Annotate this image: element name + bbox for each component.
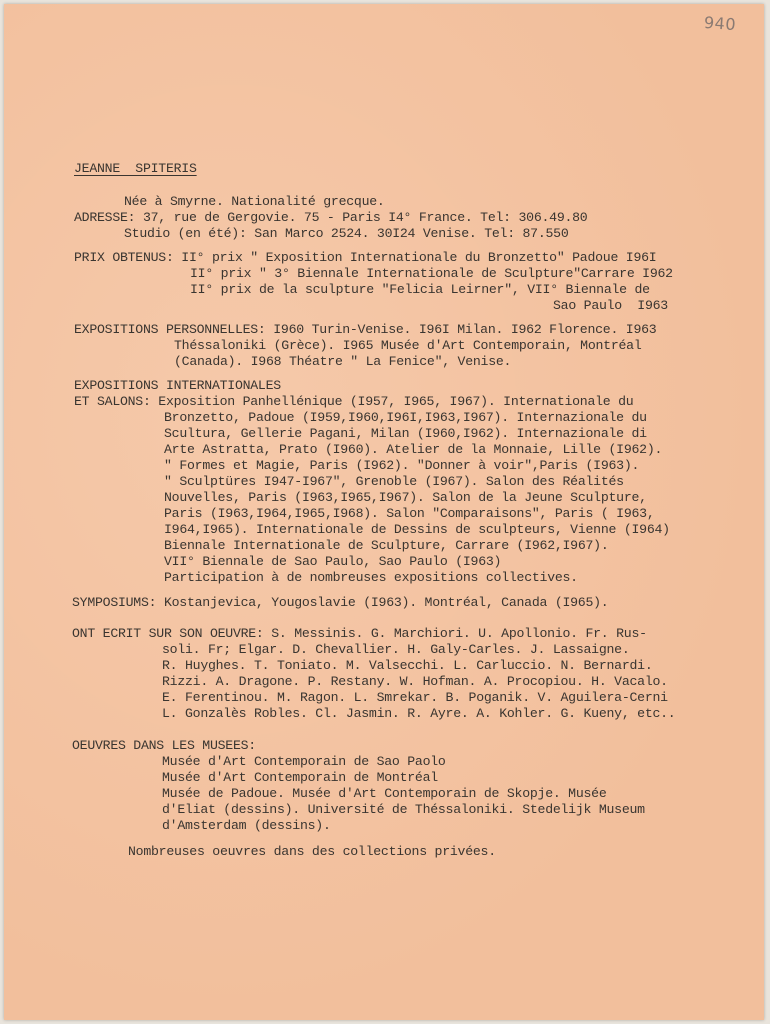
ont-ecrit-line-1: ONT ECRIT SUR SON OEUVRE: S. Messinis. G. Marchiori. U. Apollonio. Fr. Rus- (72, 626, 647, 641)
expo-intl-line-12: Participation à de nombreuses expositions collectives. (164, 570, 578, 585)
musees-line-5: d'Amsterdam (dessins). (162, 818, 331, 833)
expo-intl-line-11: VII° Biennale de Sao Paulo, Sao Paulo (I963) (164, 554, 502, 569)
expo-intl-line-5: " Formes et Magie, Paris (I962). "Donner à voir",Paris (I963). (164, 458, 640, 473)
expo-intl-line-3: Scultura, Gellerie Pagani, Milan (I960,I962). Internazionale di (164, 426, 647, 441)
expo-intl-line-4: Arte Astratta, Prato (I960). Atelier de la Monnaie, Lille (I962). (164, 442, 663, 457)
expo-intl-line-9: I964,I965). Internationale de Dessins de sculpteurs, Vienne (I964) (164, 522, 670, 537)
intro-birth-line: Née à Smyrne. Nationalité grecque. (124, 194, 385, 209)
expo-intl-line-10: Biennale Internationale de Sculpture, Carrare (I962,I967). (164, 538, 609, 553)
document-page (4, 4, 764, 1020)
musees-line-1: Musée d'Art Contemporain de Sao Paolo (162, 754, 446, 769)
expo-perso-line-3: (Canada). I968 Théatre " La Fenice", Venise. (174, 354, 512, 369)
musees-line-4: d'Eliat (dessins). Université de Théssaloniki. Stedelijk Museum (162, 802, 645, 817)
prix-line-2: II° prix " 3° Biennale Internationale de Sculpture"Carrare I962 (190, 266, 673, 281)
expo-intl-line-8: Paris (I963,I964,I965,I968). Salon "Comparaisons", Paris ( I963, (164, 506, 655, 521)
expo-intl-line-6: " Sculptüres I947-I967", Grenoble (I967). Salon des Réalités (164, 474, 624, 489)
musees-line-3: Musée de Padoue. Musée d'Art Contemporain de Skopje. Musée (162, 786, 607, 801)
musees-line-2: Musée d'Art Contemporain de Montréal (162, 770, 438, 785)
ont-ecrit-line-4: Rizzi. A. Dragone. P. Restany. W. Hofman. A. Procopiou. H. Vacalo. (162, 674, 668, 689)
expo-intl-line-1: ET SALONS: Exposition Panhellénique (I957, I965, I967). Internationale du (74, 394, 634, 409)
expo-intl-heading: EXPOSITIONS INTERNATIONALES (74, 378, 281, 393)
document-title: JEANNE SPITERIS (74, 161, 197, 176)
symposiums-line: SYMPOSIUMS: Kostanjevica, Yougoslavie (I963). Montréal, Canada (I965). (72, 595, 609, 610)
studio-line: Studio (en été): San Marco 2524. 30I24 Venise. Tel: 87.550 (124, 226, 569, 241)
address-line: ADRESSE: 37, rue de Gergovie. 75 - Paris I4° France. Tel: 306.49.80 (74, 210, 588, 225)
ont-ecrit-line-2: soli. Fr; Elgar. D. Chevallier. H. Galy-Carles. J. Lassaigne. (162, 642, 630, 657)
ont-ecrit-line-6: L. Gonzalès Robles. Cl. Jasmin. R. Ayre. A. Kohler. G. Kueny, etc.. (162, 706, 676, 721)
expo-intl-line-7: Nouvelles, Paris (I963,I965,I967). Salon de la Jeune Sculpture, (164, 490, 647, 505)
expo-perso-line-1: EXPOSITIONS PERSONNELLES: I960 Turin-Venise. I96I Milan. I962 Florence. I963 (74, 322, 657, 337)
prix-line-3: II° prix de la sculpture "Felicia Leirner", VII° Biennale de (190, 282, 650, 297)
expo-intl-line-2: Bronzetto, Padoue (I959,I960,I96I,I963,I967). Internazionale du (164, 410, 647, 425)
prix-line-4: Sao Paulo I963 (553, 298, 668, 313)
closing-line: Nombreuses oeuvres dans des collections privées. (128, 844, 496, 859)
prix-line-1: PRIX OBTENUS: II° prix " Exposition Internationale du Bronzetto" Padoue I96I (74, 250, 657, 265)
handwritten-page-number: 940 (703, 12, 737, 35)
expo-perso-line-2: Théssaloniki (Grèce). I965 Musée d'Art Contemporain, Montréal (174, 338, 642, 353)
ont-ecrit-line-5: E. Ferentinou. M. Ragon. L. Smrekar. B. Poganik. V. Aguilera-Cerni (162, 690, 668, 705)
musees-heading: OEUVRES DANS LES MUSEES: (72, 738, 256, 753)
ont-ecrit-line-3: R. Huyghes. T. Toniato. M. Valsecchi. L. Carluccio. N. Bernardi. (162, 658, 653, 673)
